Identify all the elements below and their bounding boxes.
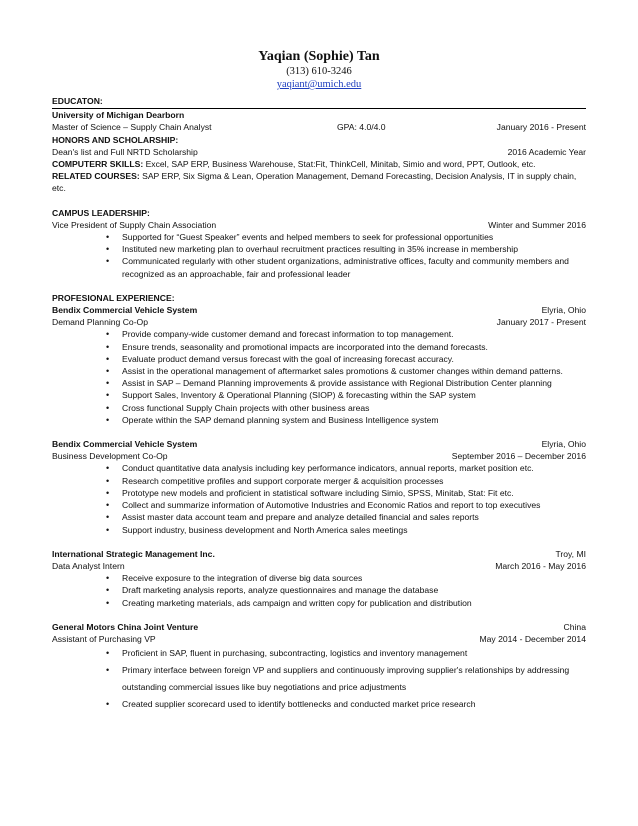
courses-text: SAP ERP, Six Sigma & Lean, Operation Management, Demand Forecasting, Decision Analysis, IT in supply chain, etc.: [52, 171, 577, 194]
list-item: • Prototype new models and proficient in statistical software including Simio, SPSS, Minitab, Stat: Fit etc.: [122, 487, 586, 499]
job-role: Demand Planning Co-Op: [52, 317, 149, 328]
list-item: • Proficient in SAP, fluent in purchasing, subcontracting, logistics and inventory management: [122, 645, 586, 662]
job-company: Bendix Commercial Vehicle System: [52, 439, 198, 450]
job-role: Business Development Co-Op: [52, 451, 168, 462]
job-dates: January 2017 - Present: [496, 317, 586, 328]
honors-heading: HONORS AND SCHOLARSHIP:: [52, 134, 179, 145]
leadership-role-row: [52, 219, 586, 231]
job-location: China: [563, 621, 586, 632]
job-bullets: [52, 328, 586, 426]
leadership-heading: CAMPUS LEADERSHIP:: [52, 207, 150, 218]
skills-label: COMPUTERR SKILLS:: [52, 159, 144, 170]
job-role-row: [52, 450, 586, 462]
job-dates: September 2016 – December 2016: [451, 451, 586, 462]
job-dates: May 2014 - December 2014: [479, 633, 586, 644]
list-item: • Support Sales, Inventory & Operational Planning (SIOP) & forecasting within the SAP system: [122, 389, 586, 401]
honors-row: [52, 146, 586, 158]
job-company-row: [52, 438, 586, 450]
experience-heading: PROFESIONAL EXPERIENCE:: [52, 292, 175, 303]
job-location: Troy, MI: [555, 548, 586, 559]
phone-number: (313) 610-3246: [286, 66, 352, 77]
job-location: Elyria, Ohio: [541, 439, 586, 450]
list-item: • Instituted new marketing plan to overhaul recruitment practices resulting in 35% increase in membership: [122, 243, 586, 255]
leadership-dates: Winter and Summer 2016: [488, 219, 586, 230]
job-dates: March 2016 - May 2016: [495, 560, 586, 571]
job-bullets: [52, 462, 586, 535]
leadership-role: Vice President of Supply Chain Association: [52, 219, 217, 230]
list-item: • Collect and summarize information of Automotive Industries and Economic Ratios and report to top executives: [122, 499, 586, 511]
degree: Master of Science – Supply Chain Analyst: [52, 122, 212, 133]
job-company-row: [52, 548, 586, 560]
courses-line: [52, 170, 586, 194]
skills-line: [52, 158, 586, 170]
email-link[interactable]: yaqiant@umich.edu: [276, 79, 362, 90]
list-item: • Creating marketing materials, ads campaign and written copy for publication and distribution: [122, 597, 586, 609]
list-item: • Draft marketing analysis reports, analyze questionnaires and manage the database: [122, 584, 586, 596]
job-company-row: [52, 304, 586, 316]
list-item: • Communicated regularly with other student organizations, administrative offices, faculty and community members and recognized as an approachable, fair and professional leader: [122, 255, 586, 279]
job-role: Assistant of Purchasing VP: [52, 633, 156, 644]
list-item: • Operate within the SAP demand planning system and Business Intelligence system: [122, 414, 586, 426]
job-role-row: [52, 316, 586, 328]
honors-year: 2016 Academic Year: [507, 146, 586, 157]
job-bullets: [52, 572, 586, 609]
list-item: • Primary interface between foreign VP and suppliers and continuously improving supplier's relationships by addressing outstanding commercial issues like buy negotiations and price adjustments: [122, 662, 586, 696]
list-item: • Research competitive profiles and support corporate merger & acquisition processes: [122, 475, 586, 487]
candidate-name: Yaqian (Sophie) Tan: [258, 49, 380, 64]
degree-dates: January 2016 - Present: [496, 122, 586, 133]
honors-text: Dean's list and Full NRTD Scholarship: [52, 146, 198, 157]
job-location: Elyria, Ohio: [541, 305, 586, 316]
job-company-row: [52, 621, 586, 633]
list-item: • Assist in the operational management of aftermarket sales promotions & customer changes within demand patterns.: [122, 365, 586, 377]
job-role-row: [52, 560, 586, 572]
list-item: • Conduct quantitative data analysis including key performance indicators, annual reports, market position etc.: [122, 462, 586, 474]
job-role: Data Analyst Intern: [52, 560, 125, 571]
list-item: • Supported for “Guest Speaker” events and helped members to seek for professional opportunities: [122, 231, 586, 243]
job-company: International Strategic Management Inc.: [52, 548, 215, 559]
list-item: • Assist master data account team and prepare and analyze detailed financial and sales reports: [122, 511, 586, 523]
education-heading: EDUCATON:: [52, 95, 586, 109]
list-item: • Cross functional Supply Chain projects with other business areas: [122, 402, 586, 414]
job-company: Bendix Commercial Vehicle System: [52, 305, 198, 316]
list-item: • Receive exposure to the integration of diverse big data sources: [122, 572, 586, 584]
degree-row: [52, 121, 586, 133]
job-role-row: [52, 633, 586, 645]
gpa: GPA: 4.0/4.0: [337, 122, 386, 133]
job-bullets: [52, 645, 586, 713]
resume-header: [52, 48, 586, 91]
list-item: • Assist in SAP – Demand Planning improvements & provide assistance with Regional Distribution Center planning: [122, 377, 586, 389]
list-item: • Provide company-wide customer demand and forecast information to top management.: [122, 328, 586, 340]
courses-label: RELATED COURSES:: [52, 171, 140, 182]
skills-text: Excel, SAP ERP, Business Warehouse, Stat:Fit, ThinkCell, Minitab, Simio and word, PPT, Outlook, etc.: [145, 159, 536, 170]
list-item: • Evaluate product demand versus forecast with the goal of increasing forecast accuracy.: [122, 353, 586, 365]
list-item: • Support industry, business development and North America sales meetings: [122, 524, 586, 536]
list-item: • Ensure trends, seasonality and promotional impacts are incorporated into the demand forecasts.: [122, 341, 586, 353]
school-name: University of Michigan Dearborn: [52, 110, 185, 121]
job-company: General Motors China Joint Venture: [52, 621, 199, 632]
list-item: • Created supplier scorecard used to identify bottlenecks and conducted market price research: [122, 696, 586, 713]
leadership-bullets: [52, 231, 586, 280]
